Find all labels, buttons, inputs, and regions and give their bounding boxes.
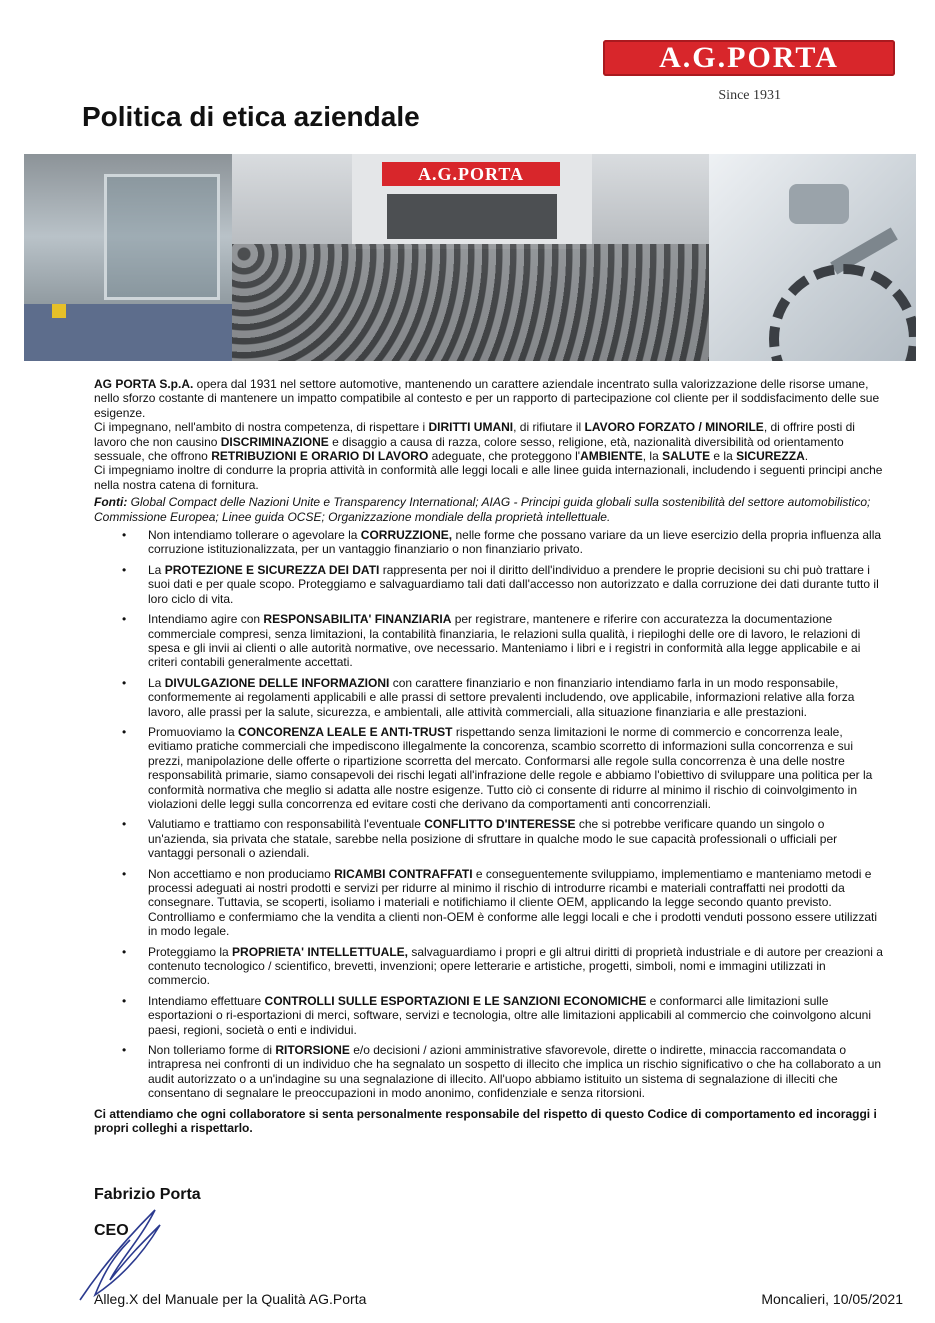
body-text: salvaguardiamo i propri e gli altrui diritti di proprietà industriale e di autore per creazioni a contenuto tecnologico / scientifico, brevetti, invenzioni; opere letterarie e artistiche, progetti, simboli, nomi e immagini utilizzati in commercio. bbox=[148, 944, 883, 988]
signatory-role: CEO bbox=[94, 1222, 129, 1239]
body-text: Non intendiamo tollerare o agevolare la bbox=[148, 528, 361, 543]
signatory-name: Fabrizio Porta bbox=[94, 1186, 201, 1203]
body-text: Proteggiamo la bbox=[148, 944, 233, 959]
intro-paragraph bbox=[94, 463, 884, 492]
body-text: Non tolleriamo forme di bbox=[148, 1043, 276, 1058]
intro-paragraph bbox=[94, 420, 884, 463]
emphasis-text: CONCORENZA LEALE E ANTI-TRUST bbox=[238, 724, 453, 739]
sources-paragraph bbox=[94, 495, 884, 524]
list-item bbox=[94, 1043, 884, 1101]
body-text: rappresenta per noi il diritto dell'individuo a prendere le proprie decisioni su chi può trattare i suoi dati e per quale scopo. Proteggiamo e salvaguardiamo tali dati dall'accesso non autorizzato e dalla corruzione dei dati durante tutto il loro ciclo di vita. bbox=[148, 562, 879, 606]
body-text: e/o decisioni / azioni amministrative sfavorevole, dirette o indirette, minaccia raccomandata o intrapresa nei confronti di un individuo che ha segnalato un sospetto di illecito che implica un rischio significativo o che ha collaborato a un audit autorizzato o a un'indagine su una segnalazione di illecito. All'uopo abbiamo istituito un sistema di segnalazione di illeciti che consentano di segnalare le preoccupazioni in modo anonimo, confidenziale e senza ritorsioni. bbox=[148, 1043, 882, 1101]
footer-reference: Alleg.X del Manuale per la Qualità AG.Porta bbox=[94, 1291, 367, 1307]
body-text: per registrare, mantenere e riferire con accuratezza la documentazione commerciale compresi, senza limitazioni, la contabilità finanziaria, le relazioni sulla qualità, i riepiloghi delle ore di lavoro, le relazioni di spesa e gli invii ai clienti o alle autorità normative, ove necessario. Manteniamo i libri e i registri in conformità alla legge applicabile e ai criteri contabili generalmente accettati. bbox=[148, 612, 861, 670]
policy-body bbox=[94, 377, 884, 1136]
emphasis-text: CORRUZZIONE, bbox=[360, 528, 453, 543]
body-text: , di rifiutare il bbox=[513, 420, 585, 435]
emphasis-text: RICAMBI CONTRAFFATI bbox=[334, 866, 473, 881]
body-text: e la bbox=[710, 449, 737, 464]
body-text: , di offrire posti di lavoro che non causino bbox=[94, 420, 855, 449]
sources-label: Fonti: bbox=[94, 495, 128, 510]
building-sign: A.G.PORTA bbox=[382, 162, 560, 186]
emphasis-text: RETRIBUZIONI E ORARIO DI LAVORO bbox=[211, 449, 429, 464]
factory-machine-photo bbox=[24, 154, 232, 361]
warning-sign-icon bbox=[52, 304, 66, 318]
body-text: La bbox=[148, 562, 165, 577]
emphasis-text: DIRITTI UMANI bbox=[428, 420, 514, 435]
mechanical-parts-photo bbox=[709, 154, 916, 361]
principles-list bbox=[94, 528, 884, 1101]
list-item bbox=[94, 563, 884, 606]
body-text: che si potrebbe verificare quando un singolo o un'azienda, sia privata che statale, sarebbe nella posizione di sfruttare in qualche modo le sue capacità professionali o ufficiali per vantaggi personali o aziendali. bbox=[148, 817, 838, 861]
emphasis-text: SALUTE bbox=[662, 449, 711, 464]
company-logo bbox=[603, 40, 895, 104]
emphasis-text: LAVORO FORZATO / MINORILE bbox=[584, 420, 764, 435]
sources-text: Global Compact delle Nazioni Unite e Transparency International; AIAG - Principi guida globali sulla sostenibilità del settore automobilistico; Commissione Europea; Linee guida OCSE; Organizzazione mondiale della proprietà intellettuale. bbox=[94, 495, 871, 524]
page-title: Politica di etica aziendale bbox=[82, 101, 420, 132]
emphasis-text: SICUREZZA bbox=[736, 449, 805, 464]
list-item bbox=[94, 725, 884, 811]
staff-group-photo bbox=[232, 154, 709, 361]
emphasis-text: AMBIENTE bbox=[580, 449, 643, 464]
list-item bbox=[94, 994, 884, 1037]
body-text: Valutiamo e trattiamo con responsabilità l'eventuale bbox=[148, 817, 425, 832]
emphasis-text: CONFLITTO D'INTERESSE bbox=[424, 817, 576, 832]
body-text: Ci impegnano, nell'ambito di nostra competenza, di rispettare i bbox=[94, 420, 429, 435]
body-text: . bbox=[804, 449, 809, 464]
photo-strip bbox=[24, 154, 916, 361]
body-text: con carattere finanziario e non finanziario intendiamo farla in un modo responsabile, conformemente ai regolamenti applicabili e alle prassi di settore prevalenti includendo, ove applicabile, informazioni relative alla forza lavoro, alle prassi per la salute, sicurezza, e ambientali, alle attività commerciali, alla situazione finanziaria e alle prestazioni. bbox=[148, 675, 855, 719]
employees-crowd bbox=[232, 244, 709, 361]
emphasis-text: DIVULGAZIONE DELLE INFORMAZIONI bbox=[164, 675, 390, 690]
emphasis-text: CONTROLLI SULLE ESPORTAZIONI E LE SANZIONI ECONOMICHE bbox=[264, 993, 647, 1008]
intro-paragraph bbox=[94, 377, 884, 420]
body-text: La bbox=[148, 675, 165, 690]
body-text: rispettando senza limitazioni le norme di commercio e concorrenza leale, evitiamo pratiche commerciali che impediscono illegalmente la concorenza, scambio scorretto di informazioni sulla concorrenza e sui prezzi, manipolazione delle offerte o ripartizione scorretta del mercato. Conformarsi alle regole sulla concorrenza è una delle nostre responsabilità primarie, siamo consapevoli dei rischi legati all'infrazione delle regole e abbiamo l'obiettivo di sviluppare una politica per la conformità normativa che meglio si adatta alle nostre esigenze. Tutto ciò ci consente di ridurre al minimo il rischio di coinvolgimento in violazioni delle leggi sulla concorrenza ed evitare costi che derivano da comportamenti anti concorrenziali. bbox=[148, 724, 873, 811]
list-item bbox=[94, 676, 884, 719]
body-text: Intendiamo agire con bbox=[148, 612, 264, 627]
machine-frame bbox=[104, 174, 220, 300]
list-item bbox=[94, 945, 884, 988]
emphasis-text: AG PORTA S.p.A. bbox=[94, 377, 194, 391]
gear-ring-icon bbox=[769, 264, 916, 361]
body-text: e disaggio a causa di razza, colore sesso, religione, età, nazionalità diversibilità od orientamento sessuale, che offrono bbox=[94, 434, 844, 464]
logo-wordmark: A.G.PORTA bbox=[603, 40, 895, 76]
emphasis-text: PROPRIETA' INTELLETTUALE, bbox=[232, 944, 409, 959]
closing-statement: Ci attendiamo che ogni collaboratore si senta personalmente responsabile del rispetto di questo Codice di comportamento ed incoraggi i propri colleghi a rispettarlo. bbox=[94, 1106, 877, 1136]
body-text: , la bbox=[642, 449, 663, 464]
body-text: Promuoviamo la bbox=[148, 724, 239, 739]
list-item bbox=[94, 612, 884, 670]
building-entrance bbox=[387, 194, 557, 239]
body-text: Ci impegniamo inoltre di condurre la propria attività in conformità alle leggi locali e alle linee guida internazionali, includendo i seguenti principi anche nella nostra catena di fornitura. bbox=[94, 463, 883, 492]
body-text: nelle forme che possano variare da un lieve esercizio della propria influenza alla corruzione istituzionalizzata, per un vantaggio finanziario o non finanziario privato. bbox=[148, 528, 882, 557]
emphasis-text: RITORSIONE bbox=[275, 1043, 350, 1058]
body-text: e conseguentemente sviluppiamo, implementiamo e manteniamo metodi e processi adeguati ai nostri prodotti e servizi per ridurre al minimo il rischio di introdurre ricambi e materiali contraffatti nei prodotti da consegnare. Tuttavia, se scoperti, isoliamo i materiali e notifichiamo il cliente OEM, applicando la legge secondo quanto previsto. Controlliamo e confermiamo che la vendita a clienti non-OEM è conforme alle leggi locali e che i prodotti venduti possono essere utilizzati in modo legale. bbox=[148, 866, 878, 939]
intro-section bbox=[94, 377, 884, 492]
body-text: opera dal 1931 nel settore automotive, mantenendo un carattere aziendale incentrato sulla valorizzazione delle risorse umane, nello sforzo costante di mantenere un impatto compatibile al contesto e per un rapporto di partecipazione col cliente per il soddisfacimento delle sue esigenze. bbox=[94, 377, 880, 420]
logo-since: Since 1931 bbox=[718, 88, 781, 103]
body-text: adeguate, che proteggono l' bbox=[428, 449, 581, 464]
footer-place-date: Moncalieri, 10/05/2021 bbox=[761, 1291, 903, 1307]
body-text: Intendiamo effettuare bbox=[148, 993, 265, 1008]
body-text: Non accettiamo e non produciamo bbox=[148, 866, 335, 881]
list-item bbox=[94, 867, 884, 939]
list-item bbox=[94, 528, 884, 557]
metal-part bbox=[789, 184, 849, 224]
emphasis-text: RESPONSABILITA' FINANZIARIA bbox=[263, 612, 452, 627]
emphasis-text: PROTEZIONE E SICUREZZA DEI DATI bbox=[164, 562, 380, 577]
body-text: e conformarci alle limitazioni sulle esportazioni o ri-esportazioni di merci, software, servizi e tecnologia, oltre alle limitazioni applicabili al commercio che coinvolgono alcuni paesi, regioni, società o enti e individui. bbox=[148, 993, 871, 1037]
list-item bbox=[94, 817, 884, 860]
emphasis-text: DISCRIMINAZIONE bbox=[220, 434, 329, 449]
